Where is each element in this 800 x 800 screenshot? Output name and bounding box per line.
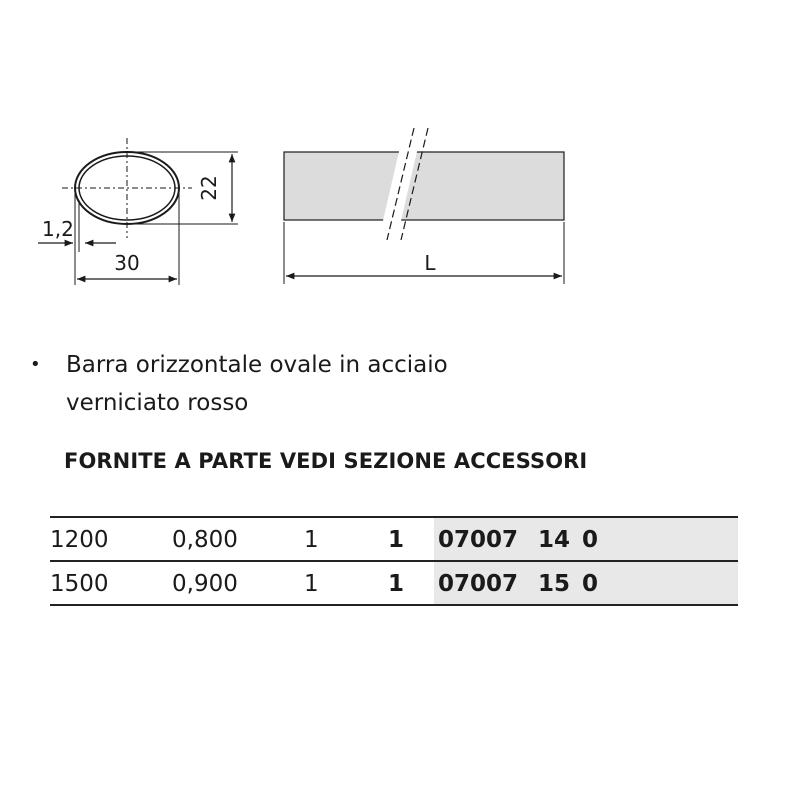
length-label: L (424, 251, 436, 275)
code-part-a: 07007 (438, 527, 519, 553)
accessories-notice: FORNITE A PARTE VEDI SEZIONE ACCESSORI (64, 449, 588, 473)
table-row (50, 562, 738, 604)
thickness-label: 1,2 (42, 217, 74, 241)
code-part-c: 0 (582, 571, 599, 597)
table-row (50, 518, 738, 560)
length-cell: 1500 (50, 571, 109, 597)
article-code-cell (434, 562, 738, 604)
product-table (50, 516, 738, 606)
code-part-b: 14 (538, 527, 571, 553)
quantity-cell: 1 (304, 527, 319, 553)
code-part-a: 07007 (438, 571, 519, 597)
code-part-c: 0 (582, 527, 599, 553)
pack-quantity-cell: 1 (388, 571, 405, 597)
table-divider-bottom (50, 604, 738, 606)
length-cell: 1200 (50, 527, 109, 553)
bullet-point: • (30, 354, 41, 375)
weight-cell: 0,800 (172, 527, 238, 553)
code-part-b: 15 (538, 571, 571, 597)
bar-side-view (284, 128, 564, 240)
width-label: 30 (114, 251, 140, 275)
description-line-1: Barra orizzontale ovale in acciaio (66, 352, 448, 378)
article-code-cell (434, 518, 738, 560)
length-dimension (284, 222, 564, 284)
height-label: 22 (197, 175, 221, 201)
oval-cross-section (62, 138, 192, 238)
pack-quantity-cell: 1 (388, 527, 405, 553)
description-line-2: verniciato rosso (66, 390, 249, 416)
technical-drawing (0, 0, 800, 320)
thickness-dimension (38, 200, 116, 252)
quantity-cell: 1 (304, 571, 319, 597)
weight-cell: 0,900 (172, 571, 238, 597)
